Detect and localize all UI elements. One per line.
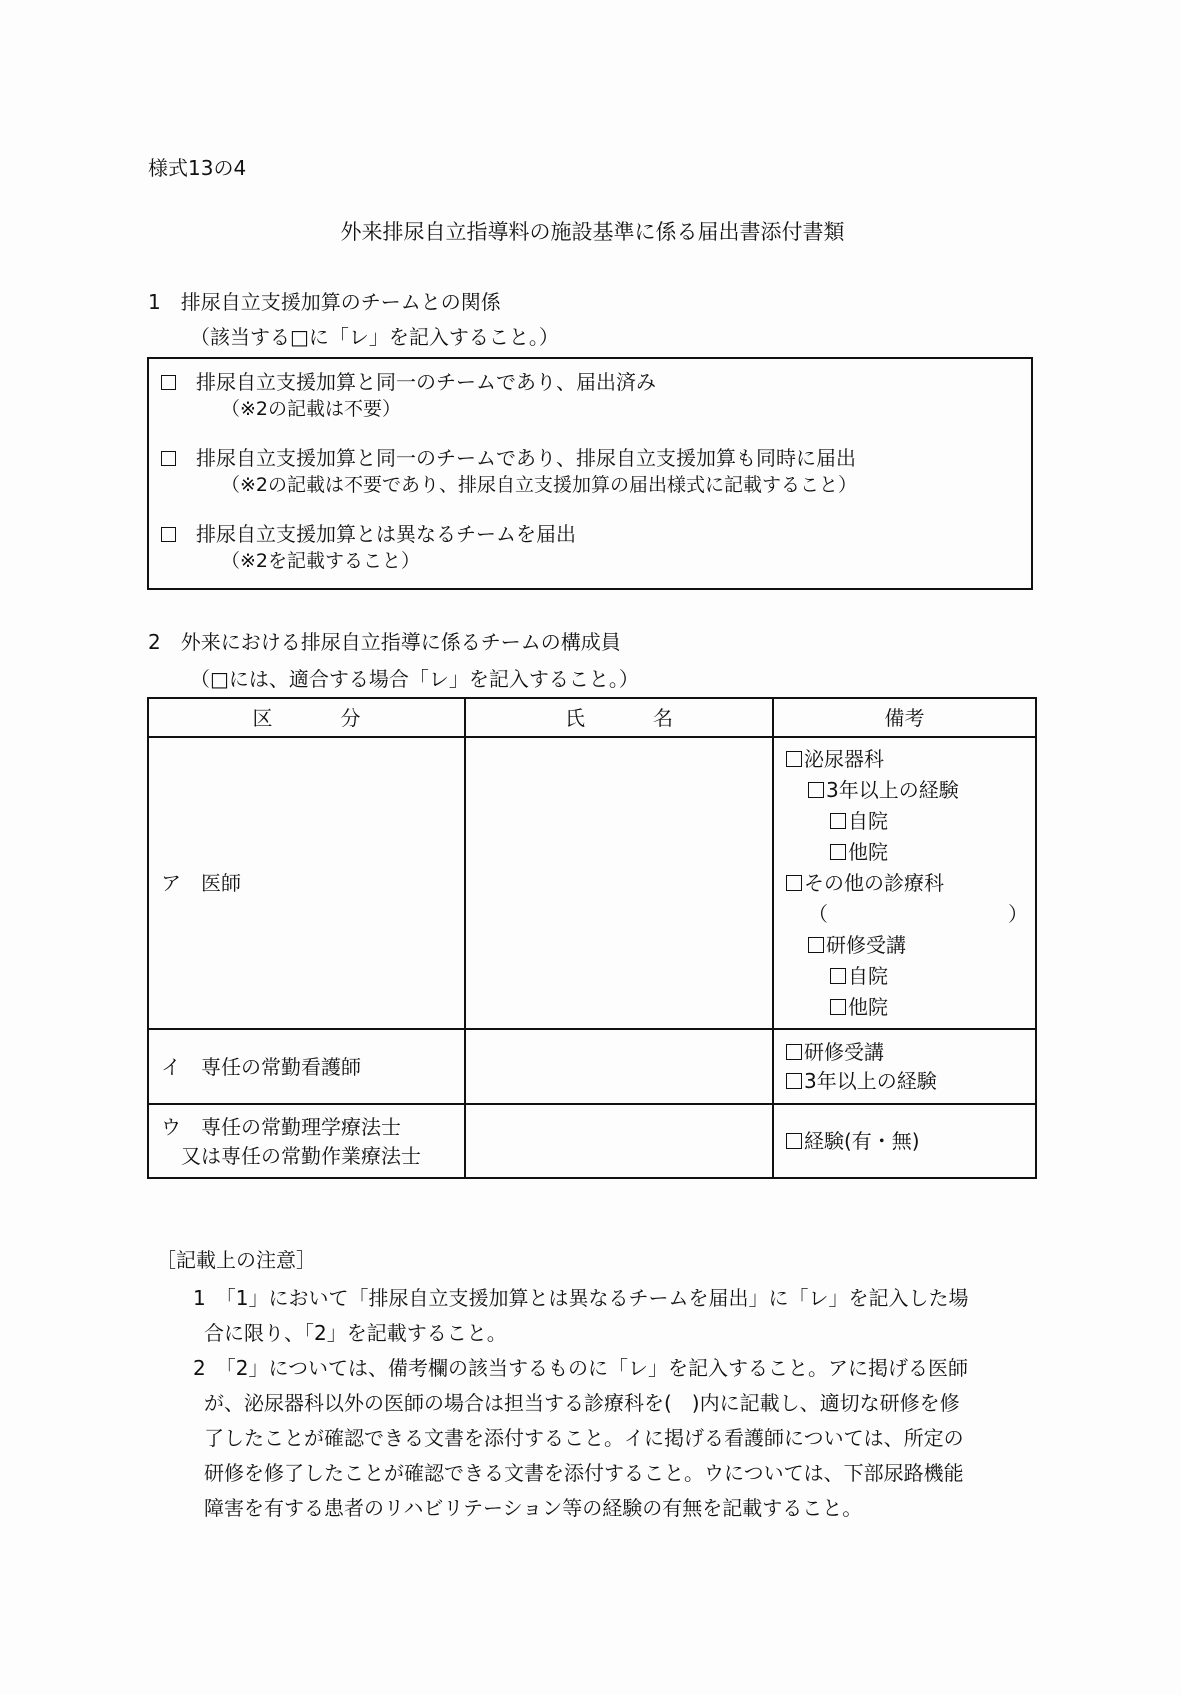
checkbox[interactable] [786,1073,802,1089]
remarks-cell [773,737,1036,1029]
header-remarks: 備考 [773,698,1036,737]
name-input-cell[interactable] [465,1029,773,1104]
option-note: （※2を記載すること） [221,550,421,572]
remark-experience[interactable] [786,1131,1035,1151]
remark-label: 研修受講 [804,1040,884,1064]
checkbox[interactable] [830,968,846,984]
note-1-line-2: 合に限り、「2」を記載すること。 [204,1321,507,1345]
note-2-line-3: 了したことが確認できる文書を添付すること。イに掲げる看護師については、所定の [204,1426,964,1450]
remark-label: 他院 [848,840,888,864]
document-title-text: 外来排尿自立指導料の施設基準に係る届出書添付書類 [340,220,845,244]
checkbox[interactable] [161,451,176,466]
table-row-nurse [148,1029,1036,1104]
remark-label: 泌尿器科 [804,747,884,771]
option-label: 排尿自立支援加算と同一のチームであり、排尿自立支援加算も同時に届出 [196,446,856,470]
option-same-team-filed[interactable] [161,372,656,392]
header-name-char1: 氏 [565,705,585,730]
section2-instruction: （□には、適合する場合「レ」を記入すること。） [190,667,639,691]
section1-heading: 1 排尿自立支援加算のチームとの関係 [148,290,501,314]
note-2-line-2: が、泌尿器科以外の医師の場合は担当する診療科を( )内に記載し、適切な研修を修 [204,1391,960,1415]
remark-3yr-experience[interactable] [786,780,1035,800]
remark-other-hospital[interactable] [786,997,1035,1017]
remark-training[interactable] [786,935,1035,955]
checkbox[interactable] [830,999,846,1015]
header-category-char1: 区 [252,705,273,730]
note-1-line-1: 1 「1」において「排尿自立支援加算とは異なるチームを届出」に「レ」を記入した場 [193,1286,969,1310]
remark-other-hospital[interactable] [786,842,1035,862]
checkbox[interactable] [786,751,802,767]
remark-label: 他院 [848,995,888,1019]
option-different-team[interactable] [161,524,576,544]
team-members-table [147,697,1037,1179]
name-input-cell[interactable] [465,1104,773,1178]
remark-label: 研修受講 [826,933,906,957]
header-name [465,698,773,737]
section2-heading: 2 外来における排尿自立指導に係るチームの構成員 [148,630,621,654]
name-input-cell[interactable] [465,737,773,1029]
checkbox[interactable] [161,375,176,390]
option-label: 排尿自立支援加算とは異なるチームを届出 [196,522,576,546]
header-name-char2: 名 [653,705,673,730]
checkbox[interactable] [808,937,824,953]
remark-training[interactable] [786,1042,1035,1062]
remarks-cell [773,1104,1036,1178]
checkbox[interactable] [830,844,846,860]
remark-label: 3年以上の経験 [826,778,959,802]
header-category-char2: 分 [340,705,361,730]
checkbox[interactable] [830,813,846,829]
remark-urology[interactable] [786,749,1035,769]
option-same-team-simultaneous[interactable] [161,448,856,468]
remarks-cell [773,1029,1036,1104]
checkbox[interactable] [161,527,176,542]
option-label: 排尿自立支援加算と同一のチームであり、届出済み [196,370,656,394]
option-note: （※2の記載は不要） [221,398,402,420]
remark-label: 自院 [848,964,888,988]
category-cell: ア 医師 [148,737,465,1029]
table-row-therapist [148,1104,1036,1178]
checkbox[interactable] [808,782,824,798]
remark-label: その他の診療科 [804,871,944,895]
remark-label: 3年以上の経験 [804,1069,937,1093]
category-cell: イ 専任の常勤看護師 [148,1029,465,1104]
team-relationship-box [147,357,1033,590]
checkbox[interactable] [786,1133,802,1149]
note-2-line-5: 障害を有する患者のリハビリテーション等の経験の有無を記載すること。 [204,1496,863,1520]
form-number: 様式13の4 [148,156,247,180]
note-2-line-1: 2 「2」については、備考欄の該当するものに「レ」を記入すること。アに掲げる医師 [193,1356,969,1380]
category-cell [148,1104,465,1178]
remark-other-dept[interactable] [786,873,1035,893]
header-category [148,698,465,737]
option-note: （※2の記載は不要であり、排尿自立支援加算の届出様式に記載すること） [221,474,858,496]
table-header-row [148,698,1036,737]
note-2-line-4: 研修を修了したことが確認できる文書を添付すること。ウについては、下部尿路機能 [204,1461,964,1485]
checkbox[interactable] [786,1044,802,1060]
table-row-doctor [148,737,1036,1029]
dept-name-field[interactable]: （ ） [808,902,1028,926]
checkbox[interactable] [786,875,802,891]
remark-own-hospital[interactable] [786,966,1035,986]
remark-3yr-experience[interactable] [786,1071,1035,1091]
document-title [0,222,1181,243]
remark-label: 経験(有・無) [804,1129,920,1153]
remark-label: 自院 [848,809,888,833]
category-line2: 又は専任の常勤作業療法士 [181,1143,421,1168]
notes-heading: ［記載上の注意］ [156,1248,316,1272]
remark-own-hospital[interactable] [786,811,1035,831]
section1-instruction: （該当する□に「レ」を記入すること。） [190,325,559,349]
category-line1: ウ 専任の常勤理学療法士 [161,1114,401,1139]
